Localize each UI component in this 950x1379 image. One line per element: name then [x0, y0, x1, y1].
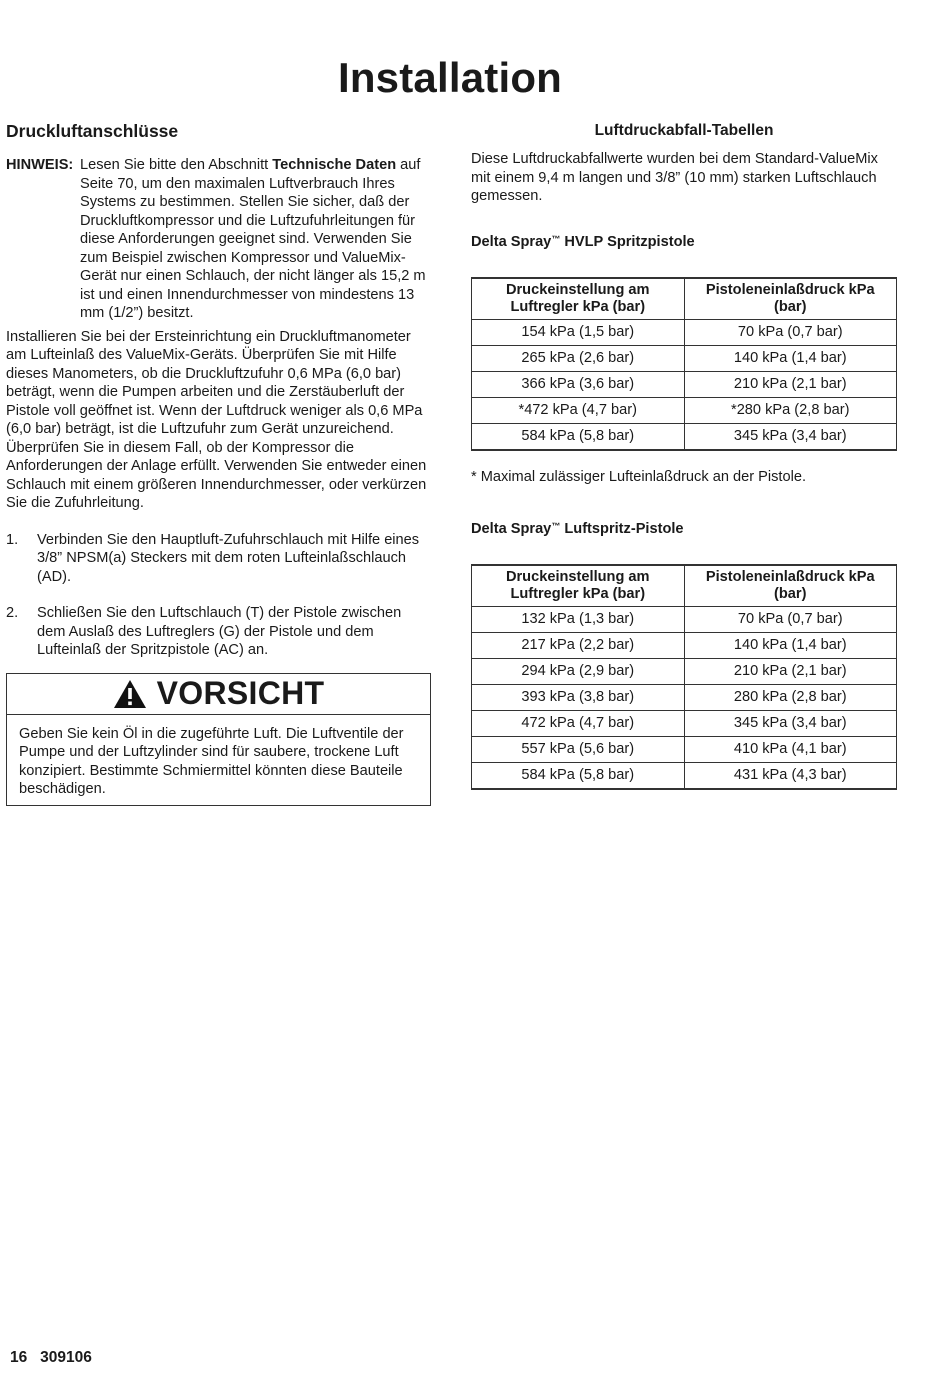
- header-pistoleneinlassdruck: Pistoleneinlaßdruck kPa (bar): [684, 278, 897, 320]
- tables-intro: Diese Luftdruckabfallwerte wurden bei dem Standard-ValueMix mit einem 9,4 m langen und 3/8” (10 mm) starken Luftschlauch gemessen.: [471, 151, 878, 204]
- hinweis-text: [80, 156, 431, 323]
- table-2-caption: [471, 517, 897, 539]
- table-header-row: [472, 278, 897, 320]
- installation-paragraph: Installieren Sie bei der Ersteinrichtung ein Druckluftmanometer am Lufteinlaß des ValueMix-Geräts. Überprüfen Sie mit Hilfe dieses Manometers, ob die Druckluftzufuhr 0,6 MPa (6,0 bar) beträgt, wenn die Pumpen arbeiten und die Zerstäuberluft der Pistole voll geöffnet ist. Wenn der Luftdruck weniger als 0,6 MPa (6,0 bar) beträgt, ist die Luftzufuhr zum Gerät unzureichend. Überprüfen Sie in diesem Fall, ob der Kompressor die Anforderungen der Anlage erfüllt. Verwenden Sie entweder einen Schlauch mit einem größeren Innendurchmesser, oder verkürzen Sie die Zufuhrleitung.: [6, 328, 427, 511]
- table-row: [472, 633, 897, 659]
- table-cell: 366 kPa (3,6 bar): [472, 372, 685, 398]
- page-number: 16: [10, 1349, 28, 1366]
- trademark-symbol: ™: [551, 520, 561, 531]
- table-1-caption-name: Delta Spray: [471, 233, 552, 250]
- hinweis-text-pre: Lesen Sie bitte den Abschnitt: [80, 157, 273, 173]
- table-row: [472, 346, 897, 372]
- table-row: [472, 372, 897, 398]
- table-cell: 70 kPa (0,7 bar): [684, 320, 897, 346]
- hinweis-label: HINWEIS:: [6, 157, 74, 173]
- table-header-row: [472, 565, 897, 607]
- table-1-caption-rest: HVLP Spritzpistole: [560, 233, 695, 250]
- table-row: [472, 398, 897, 424]
- table-cell: 217 kPa (2,2 bar): [472, 633, 685, 659]
- step-text: Schließen Sie den Luftschlauch (T) der Pistole zwischen dem Auslaß des Luftreglers (G) der Pistole und dem Lufteinlaß der Spritzpistole (AC) an.: [37, 605, 402, 658]
- step-number: 1.: [6, 531, 19, 548]
- hinweis-text-post: auf Seite 70, um den maximalen Luftverbrauch Ihres Systems zu bestimmen. Stellen Sie sicher, daß der Druckluftkompressor und die Luftzufuhrleitungen für diese Anforderungen geeignet sind. Verwenden Sie zum Beispiel zwischen Kompressor und ValueMix-Gerät nur einen Schlauch, der nicht länger als 15,2 m ist und einen Innendurchmesser von mindestens 13 mm (1/2”) besitzt.: [80, 157, 426, 321]
- warning-text: Geben Sie kein Öl in die zugeführte Luft. Die Luftventile der Pumpe und der Luftzylinder sind für saubere, trockene Luft konzipiert. Bestimmte Schmiermittel könnten diese Bauteile beschädigen.: [19, 725, 404, 797]
- section-heading-luftdruckabfall: Luftdruckabfall-Tabellen: [594, 122, 774, 139]
- warning-header: [7, 674, 430, 715]
- step-1: [6, 531, 431, 587]
- table-cell: 345 kPa (3,4 bar): [684, 424, 897, 451]
- table-cell: 584 kPa (5,8 bar): [472, 763, 685, 790]
- table-row: [472, 320, 897, 346]
- table-2-caption-rest: Luftspritz-Pistole: [560, 520, 684, 537]
- step-text: Verbinden Sie den Hauptluft-Zufuhrschlauch mit Hilfe eines 3/8” NPSM(a) Steckers mit dem roten Lufteinlaßschlauch (AD).: [37, 531, 420, 585]
- hinweis-note: [6, 156, 431, 323]
- table-cell: 154 kPa (1,5 bar): [472, 320, 685, 346]
- table-row: [472, 685, 897, 711]
- step-2: [6, 604, 431, 660]
- warning-triangle-icon: [113, 679, 147, 709]
- table-row: [472, 711, 897, 737]
- table-cell: 140 kPa (1,4 bar): [684, 633, 897, 659]
- table-row: [472, 659, 897, 685]
- table-luftspritz: [471, 564, 897, 790]
- table-cell: 265 kPa (2,6 bar): [472, 346, 685, 372]
- table-cell: 294 kPa (2,9 bar): [472, 659, 685, 685]
- page-footer: [10, 1349, 92, 1367]
- header-druckeinstellung: Druckeinstellung am Luftregler kPa (bar): [472, 565, 685, 607]
- table-row: [472, 607, 897, 633]
- table-row: [472, 763, 897, 790]
- table-1-caption: [471, 230, 897, 252]
- page-title: Installation: [337, 54, 563, 101]
- table-cell: 472 kPa (4,7 bar): [472, 711, 685, 737]
- table-cell: 210 kPa (2,1 bar): [684, 659, 897, 685]
- table-cell: 140 kPa (1,4 bar): [684, 346, 897, 372]
- table-cell: 393 kPa (3,8 bar): [472, 685, 685, 711]
- header-pistoleneinlassdruck: Pistoleneinlaßdruck kPa (bar): [684, 565, 897, 607]
- table-row: [472, 424, 897, 451]
- table-row: [472, 737, 897, 763]
- table-cell: 70 kPa (0,7 bar): [684, 607, 897, 633]
- table-cell: 431 kPa (4,3 bar): [684, 763, 897, 790]
- table-hvlp: [471, 277, 897, 451]
- table-2-caption-name: Delta Spray: [471, 520, 552, 537]
- table-cell: *472 kPa (4,7 bar): [472, 398, 685, 424]
- header-druckeinstellung: Druckeinstellung am Luftregler kPa (bar): [472, 278, 685, 320]
- table-cell: 345 kPa (3,4 bar): [684, 711, 897, 737]
- right-column: [471, 120, 897, 790]
- table-cell: 280 kPa (2,8 bar): [684, 685, 897, 711]
- document-number: 309106: [40, 1349, 92, 1366]
- section-heading-druckluftanschluesse: Druckluftanschlüsse: [6, 121, 179, 141]
- table-cell: 584 kPa (5,8 bar): [472, 424, 685, 451]
- left-column: [6, 120, 431, 806]
- hinweis-text-bold: Technische Daten: [272, 157, 397, 173]
- table-cell: 557 kPa (5,6 bar): [472, 737, 685, 763]
- warning-box: [6, 673, 431, 806]
- step-number: 2.: [6, 605, 19, 621]
- table-cell: *280 kPa (2,8 bar): [684, 398, 897, 424]
- warning-title: VORSICHT: [156, 675, 325, 712]
- trademark-symbol: ™: [551, 233, 561, 244]
- table-cell: 410 kPa (4,1 bar): [684, 737, 897, 763]
- table-cell: 210 kPa (2,1 bar): [684, 372, 897, 398]
- table-footnote: * Maximal zulässiger Lufteinlaßdruck an der Pistole.: [471, 469, 806, 485]
- table-cell: 132 kPa (1,3 bar): [472, 607, 685, 633]
